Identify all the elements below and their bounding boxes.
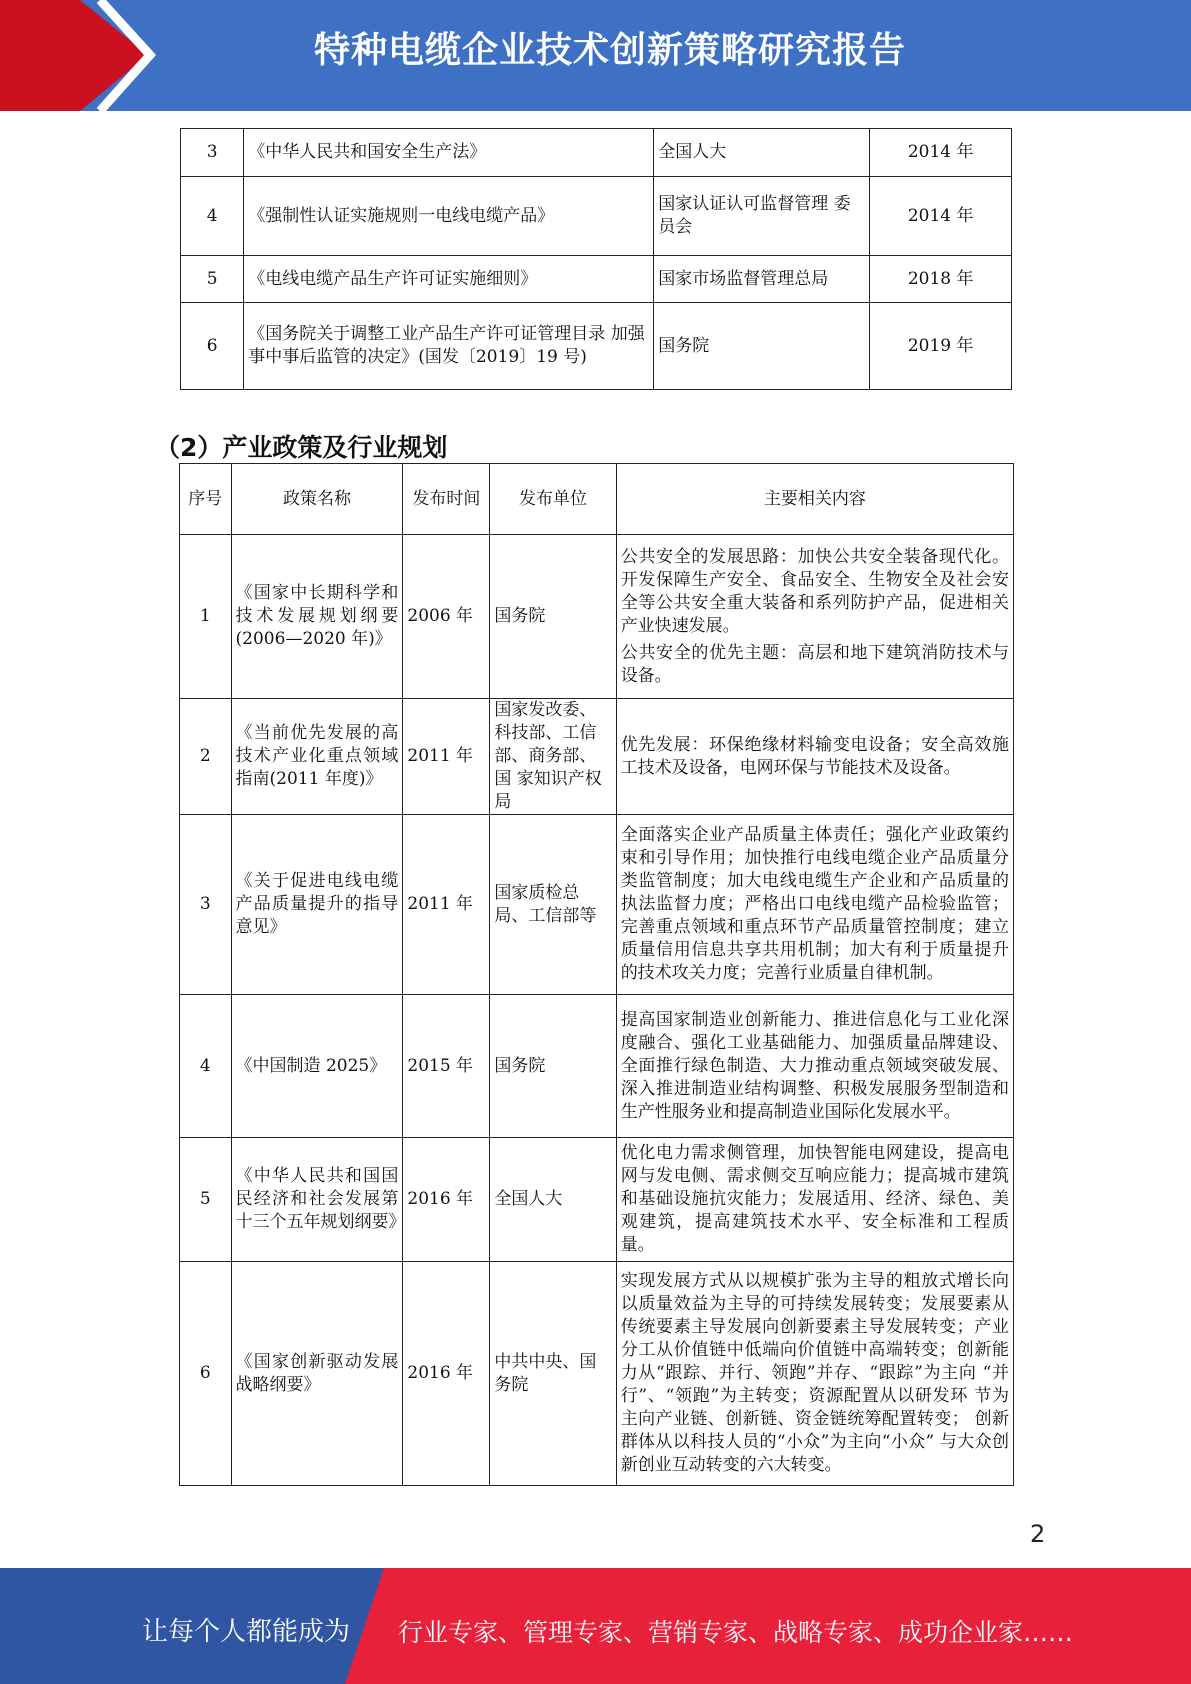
policy-name: 《中国制造 2025》 (231, 995, 403, 1138)
regulation-issuer: 全国人大 (654, 129, 870, 177)
content-paragraph: 优先发展：环保绝缘材料输变电设备；安全高效施工技术及设备，电网环保与节能技术及设备。 (620, 734, 1009, 778)
release-time: 2011 年 (403, 699, 490, 815)
regulation-issuer: 国家市场监督管理总局 (654, 256, 870, 303)
issuer: 国家质检总局、工信部等 (490, 815, 616, 995)
release-time: 2016 年 (403, 1138, 490, 1262)
regulation-name: 《国务院关于调整工业产品生产许可证管理目录 加强事中事后监管的决定》(国发〔2019〕19 号) (244, 303, 654, 390)
policy-name: 《关于促进电线电缆产品质量提升的指导意见》 (231, 815, 403, 995)
main-content (616, 1138, 1013, 1262)
content-paragraph: 公共安全的优先主题：高层和地下建筑消防技术与设备。 (620, 642, 1009, 686)
regulation-year: 2014 年 (870, 177, 1012, 256)
main-content (616, 1262, 1013, 1486)
row-number: 4 (180, 995, 232, 1138)
issuer: 国务院 (490, 995, 616, 1138)
page-footer (0, 1568, 1191, 1684)
section-heading: （2）产业政策及行业规划 (155, 433, 448, 462)
row-number: 2 (180, 699, 232, 815)
table-row (180, 535, 1014, 699)
header-main-content: 主要相关内容 (616, 464, 1013, 535)
table-row (181, 129, 1012, 177)
content-paragraph: 优化电力需求侧管理，加快智能电网建设，提高电网与发电侧、需求侧交互响应能力；提高城市建筑和基础设施抗灾能力；发展适用、经济、绿色、美观建筑，提高建筑技术水平、安全标准和工程质量。 (620, 1143, 1009, 1255)
header-policy-name: 政策名称 (231, 464, 403, 535)
row-number: 5 (180, 1138, 232, 1262)
row-number: 1 (180, 535, 232, 699)
content-paragraph: 提高国家制造业创新能力、推进信息化与工业化深度融合、强化工业基础能力、加强质量品牌建设、全面推行绿色制造、大力推动重点领域突破发展、深入推进制造业结构调整、积极发展服务型制造和生产性服务业和提高制造业国际化发展水平。 (620, 1009, 1009, 1122)
issuer: 国务院 (490, 535, 616, 699)
header-release-time: 发布时间 (403, 464, 490, 535)
row-number: 3 (181, 129, 244, 177)
content-paragraph: 全面落实企业产品质量主体责任；强化产业政策约束和引导作用；加快推行电线电缆企业产品质量分类监管制度；加大电线电缆生产企业和产品质量的执法监督力度；严格出口电线电缆产品检验监管；完善重点领域和重点环节产品质量管控制度；建立质量信用信息共享共用机制；加大有利于质量提升的技术攻关力度；完善行业质量自律机制。 (620, 825, 1009, 983)
main-content (616, 699, 1013, 815)
table-row (180, 815, 1014, 995)
regulation-year: 2018 年 (870, 256, 1012, 303)
issuer: 中共中央、国务院 (490, 1262, 616, 1486)
content-paragraph: 公共安全的发展思路：加快公共安全装备现代化。开发保障生产安全、食品安全、生物安全及社会安全等公共安全重大装备和系列防护产品，促进相关产业快速发展。 (620, 546, 1009, 636)
regulation-issuer: 国务院 (654, 303, 870, 390)
footer-slogan-right: 行业专家、管理专家、营销专家、战略专家、成功企业家…… (398, 1618, 1074, 1647)
industry-policy-table (179, 463, 1014, 1486)
row-number: 6 (181, 303, 244, 390)
header-no: 序号 (180, 464, 232, 535)
header-issuer: 发布单位 (490, 464, 616, 535)
issuer: 国家发改委、科技部、工信部、商务部、国 家知识产权局 (490, 699, 616, 815)
regulation-year: 2019 年 (870, 303, 1012, 390)
regulation-name: 《电线电缆产品生产许可证实施细则》 (244, 256, 654, 303)
main-content (616, 535, 1013, 699)
release-time: 2011 年 (403, 815, 490, 995)
release-time: 2006 年 (403, 535, 490, 699)
issuer: 全国人大 (490, 1138, 616, 1262)
policy-name: 《中华人民共和国国民经济和社会发展第十三个五年规划纲要》 (231, 1138, 403, 1262)
main-content (616, 815, 1013, 995)
page-number: 2 (1030, 1520, 1046, 1548)
table-row (180, 1262, 1014, 1486)
table-row (181, 177, 1012, 256)
content-paragraph: 实现发展方式从以规模扩张为主导的粗放式增长向以质量效益为主导的可持续发展转变；发展要素从传统要素主导发展向创新要素主导发展转变；产业分工从价值链中低端向价值链中高端转变；创新能力从“跟踪、并行、领跑”并存、“跟踪”为主向 “并行”、“领跑”为主转变；资源配置从以研发环 节为主向产业链、创新链、资金链统筹配置转变； 创新群体从以科技人员的“小众”为主向“小众” 与大众创新创业互动转变的六大转变。 (620, 1271, 1009, 1475)
table-row (180, 995, 1014, 1138)
table-row (181, 303, 1012, 390)
main-content (616, 995, 1013, 1138)
policy-name: 《国家创新驱动发展战略纲要》 (231, 1262, 403, 1486)
policy-name: 《当前优先发展的高技术产业化重点领域指南(2011 年度)》 (231, 699, 403, 815)
release-time: 2016 年 (403, 1262, 490, 1486)
regulation-name: 《中华人民共和国安全生产法》 (244, 129, 654, 177)
footer-slogan-left: 让每个人都能成为 (142, 1617, 351, 1647)
row-number: 4 (181, 177, 244, 256)
row-number: 6 (180, 1262, 232, 1486)
regulation-year: 2014 年 (870, 129, 1012, 177)
release-time: 2015 年 (403, 995, 490, 1138)
regulation-issuer: 国家认证认可监督管理 委员会 (654, 177, 870, 256)
policy-name: 《国家中长期科学和技术发展规划纲要(2006—2020 年)》 (231, 535, 403, 699)
row-number: 5 (181, 256, 244, 303)
table-row (180, 699, 1014, 815)
report-title: 特种电缆企业技术创新策略研究报告 (313, 30, 906, 71)
page-header (0, 0, 1191, 111)
regulations-table (180, 128, 1012, 390)
regulation-name: 《强制性认证实施规则一电线电缆产品》 (244, 177, 654, 256)
table-header-row (180, 464, 1014, 535)
row-number: 3 (180, 815, 232, 995)
table-row (180, 1138, 1014, 1262)
table-row (181, 256, 1012, 303)
